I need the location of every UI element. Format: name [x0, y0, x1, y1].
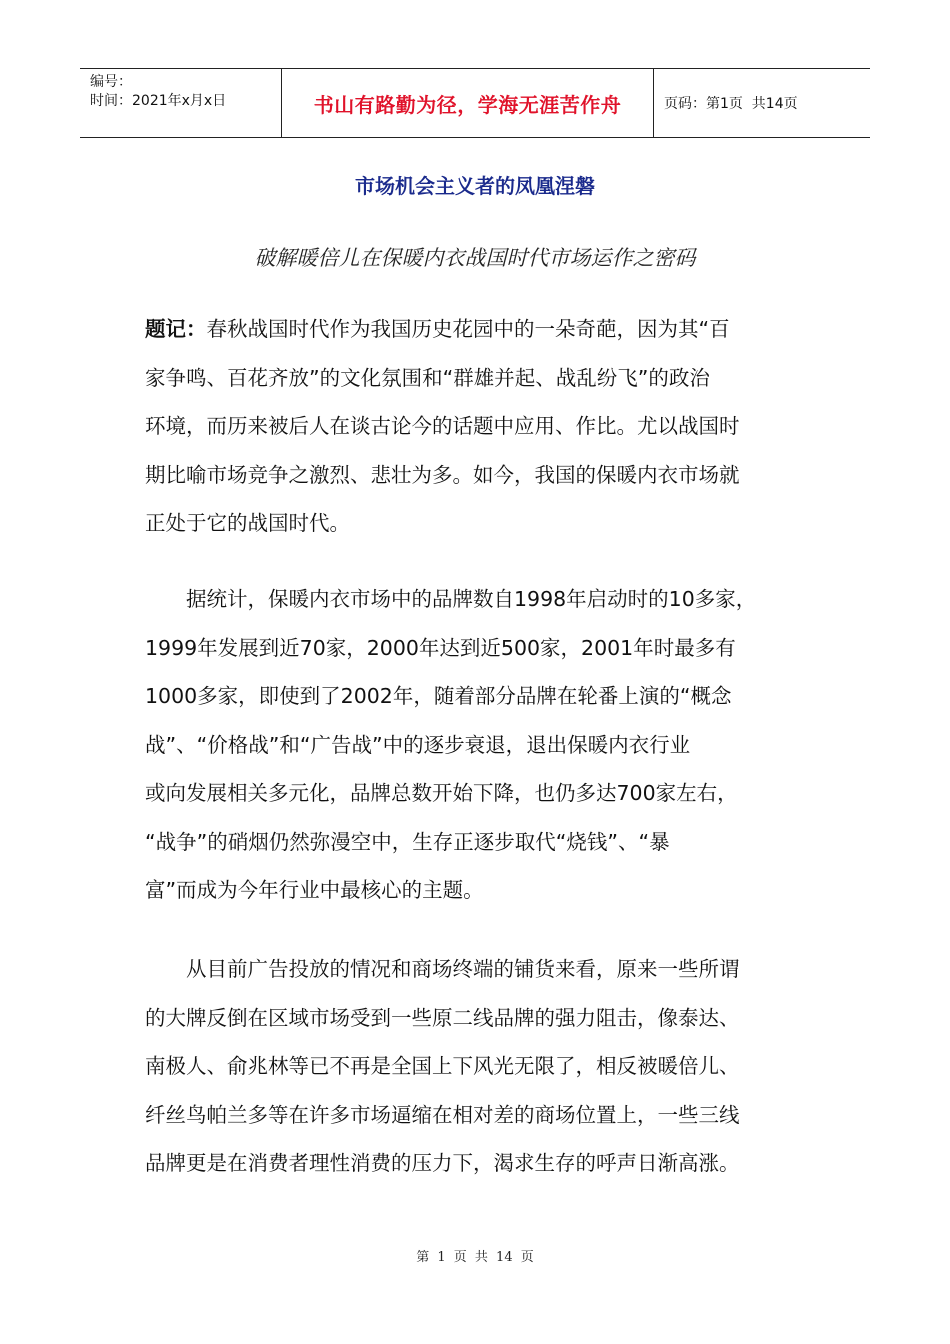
paragraph-line: 期比喻市场竞争之激烈、悲壮为多。如今，我国的保暖内衣市场就 [145, 462, 740, 487]
motto-text: 书山有路勤为径，学海无涯苦作舟 [313, 92, 622, 117]
paragraph-line: 或向发展相关多元化，品牌总数开始下降，也仍多达700家左右， [145, 781, 738, 805]
paragraph-line: 据统计，保暖内衣市场中的品牌数自1998年启动时的10多家， [145, 587, 757, 611]
header-page-cell [654, 69, 870, 137]
header-motto-cell [281, 69, 654, 137]
paragraph-line: 家争鸣、百花齐放”的文化氛围和“群雄并起、战乱纷飞”的政治 [145, 365, 710, 390]
paragraph-line: 南极人、俞兆林等已不再是全国上下风光无限了，相反被暖倍儿、 [145, 1054, 740, 1078]
time-label: 时间：2021年x月x日 [90, 93, 227, 109]
document-title: 市场机会主义者的凤凰涅磐 [355, 174, 595, 198]
paragraph-line: 的大牌反倒在区域市场受到一些原二线品牌的强力阻击，像泰达、 [145, 1005, 740, 1030]
paragraph-line: 从目前广告投放的情况和商场终端的铺货来看，原来一些所谓 [145, 957, 740, 981]
header-meta-cell [80, 69, 281, 137]
paragraph-market [145, 945, 805, 1188]
paragraph-line: 纤丝鸟帕兰多等在许多市场逼缩在相对差的商场位置上，一些三线 [145, 1102, 740, 1127]
paragraph-line: 环境，而历来被后人在谈古论今的话题中应用、作比。尤以战国时 [145, 414, 740, 438]
paragraph-line: 富”而成为今年行业中最核心的主题。 [145, 878, 484, 902]
paragraph-line: “战争”的硝烟仍然弥漫空中，生存正逐步取代“烧钱”、“暴 [145, 829, 670, 854]
header-table [80, 68, 870, 138]
page-footer: 第 1 页 共 14 页 [416, 1250, 534, 1265]
paragraph-epigraph [145, 305, 805, 548]
epigraph-lead: 题记： [145, 317, 207, 341]
paragraph-line: 战”、“价格战”和“广告战”中的逐步衰退，退出保暖内衣行业 [145, 732, 691, 757]
page-info: 页码：第1页 共14页 [664, 96, 798, 112]
paragraph-line: 正处于它的战国时代。 [145, 511, 350, 535]
paragraph-line: 题记：春秋战国时代作为我国历史花园中的一朵奇葩，因为其“百 [145, 317, 730, 341]
paragraph-line: 品牌更是在消费者理性消费的压力下，渴求生存的呼声日渐高涨。 [145, 1151, 740, 1175]
paragraph-line: 1000多家，即使到了2002年，随着部分品牌在轮番上演的“概念 [145, 684, 732, 708]
paragraph-statistics [145, 575, 805, 915]
document-subtitle: 破解暖倍儿在保暖内衣战国时代市场运作之密码 [254, 246, 696, 270]
paragraph-line: 1999年发展到近70家，2000年达到近500家，2001年时最多有 [145, 635, 736, 660]
number-label: 编号： [90, 74, 132, 90]
